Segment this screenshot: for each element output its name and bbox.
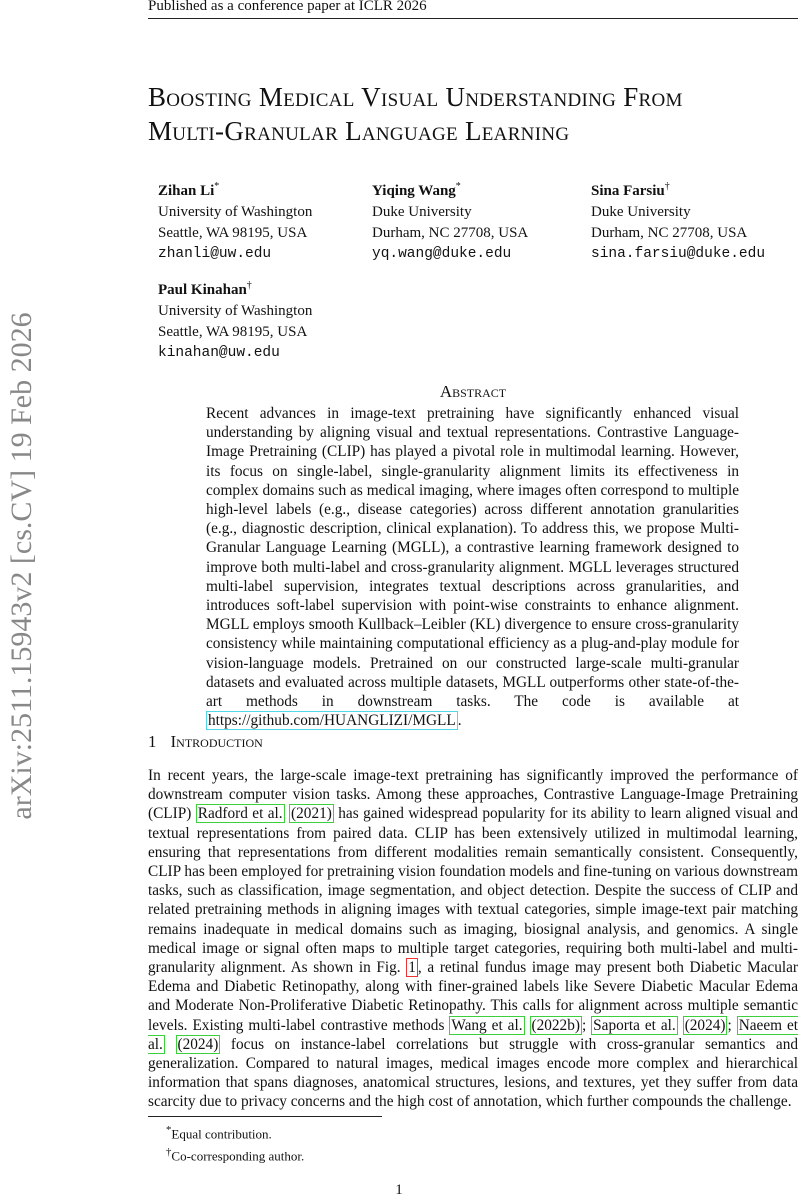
footnotes: [166, 1121, 304, 1166]
figure-ref-link[interactable]: 1: [408, 959, 416, 977]
author-block-3: [591, 176, 765, 265]
running-header: Published as a conference paper at ICLR 2026: [148, 0, 427, 14]
author-address: Seattle, WA 98195, USA: [158, 225, 308, 241]
page-number: 1: [395, 1182, 403, 1198]
author-affiliation: Duke University: [372, 204, 472, 220]
author-block-4: [158, 275, 312, 364]
author-name: Paul Kinahan†: [158, 280, 252, 298]
author-email[interactable]: zhanli@uw.edu: [158, 246, 272, 262]
author-affiliation: University of Washington: [158, 204, 313, 220]
author-email[interactable]: kinahan@uw.edu: [158, 345, 280, 361]
citation-link[interactable]: Radford et al.: [197, 805, 283, 823]
code-link[interactable]: https://github.com/HUANGLIZI/MGLL: [208, 712, 456, 730]
author-email[interactable]: yq.wang@duke.edu: [372, 246, 512, 262]
author-name: Yiqing Wang*: [372, 181, 461, 199]
paper-title: [148, 80, 798, 148]
intro-paragraph: In recent years, the large-scale image-text pretraining has significantly improved the performance of downstream computer vision tasks. Among these approaches, Contrastive Language-Image Pretraining (CLIP) Radford et al. (2021) has gained widespread popularity for its ability to learn aligned visual and textual representations from paired data. CLIP has been extensively utilized in multimodal learning, ensuring that representations from different modalities remain semantically consistent. Consequently, CLIP has been employed for pretraining vision foundation models and fine-tuning on various downstream tasks, such as classification, image segmentation, and object detection. Despite the success of CLIP and related pretraining methods in aligning images with textual categories, simple image-text pair matching remains inadequate in medical domains such as imaging, biosignal analysis, and genomics. A single medical image or signal often maps to multiple target categories, requiring both multi-label and multi-granularity alignment. As shown in Fig. 1 , a retinal fundus image may present both Diabetic Macular Edema and Diabetic Retinopathy, along with finer-grained labels like Severe Diabetic Macular Edema and Moderate Non-Proliferative Diabetic Retinopathy. This calls for alignment across multiple semantic levels. Existing multi-label contrastive methods Wang et al. (2022b) ; Saporta et al. (2024) ; Naeem et al. (2024) focus on instance-label correlations but struggle with cross-granular semantics and generalization. Compared to natural images, medical images encode more complex and hierarchical information that spans diagnoses, anatomical structures, lesions, and textures, yet they suffer from data scarcity due to privacy concerns and the high cost of annotation, which further compounds the challenge.: [148, 767, 798, 1111]
citation-year-link[interactable]: (2024): [684, 1016, 726, 1034]
section-heading: [148, 732, 263, 752]
title-line-2: Multi-Granular Language Learning: [148, 116, 570, 146]
author-address: Durham, NC 27708, USA: [591, 225, 748, 241]
citation-link[interactable]: Saporta et al.: [593, 1016, 676, 1034]
author-address: Durham, NC 27708, USA: [372, 225, 529, 241]
abstract-text: Recent advances in image-text pretraining have significantly enhanced visual understanding by aligning visual and textual representations. Contrastive Language-Image Pretraining (CLIP) has played a pivotal role in multimodal learning. However, its focus on single-label, single-granularity alignment limits its effectiveness in complex domains such as medical imaging, where images often correspond to multiple high-level labels (e.g., disease categories) across different annotation granularities (e.g., diagnostic description, clinical explanation). To address this, we propose Multi-Granular Language Learning (MGLL), a contrastive learning framework designed to improve both multi-label and cross-granularity alignment. MGLL leverages structured multi-label supervision, integrates textual descriptions across granularities, and introduces soft-label supervision with point-wise constraints to enhance alignment. MGLL employs smooth Kullback–Leibler (KL) divergence to ensure cross-granularity consistency while maintaining computational efficiency as a plug-and-play module for vision-language models. Pretrained on our constructed large-scale multi-granular datasets and evaluated across multiple datasets, MGLL outperforms other state-of-the-art methods in downstream tasks. The code is available at: [206, 405, 739, 711]
author-address: Seattle, WA 98195, USA: [158, 324, 308, 340]
citation-year-link[interactable]: (2022b): [531, 1016, 580, 1034]
abstract-heading: Abstract: [439, 382, 507, 401]
author-block-2: [372, 176, 528, 265]
footnote-1: *Equal contribution.: [166, 1124, 272, 1142]
arxiv-stamp: arXiv:2511.15943v2 [cs.CV] 19 Feb 2026: [5, 312, 38, 820]
author-email[interactable]: sina.farsiu@duke.edu: [591, 246, 766, 262]
author-name: Sina Farsiu†: [591, 181, 670, 199]
author-affiliation: Duke University: [591, 204, 691, 220]
section-title: Introduction: [170, 732, 263, 751]
header-rule: [148, 18, 798, 19]
author-block-1: [158, 176, 312, 265]
abstract-body: Recent advances in image-text pretraining have significantly enhanced visual understanding by aligning visual and textual representations. Contrastive Language-Image Pretraining (CLIP) has played a pivotal role in multimodal learning. However, its focus on single-label, single-granularity alignment limits its effectiveness in complex domains such as medical imaging, where images often correspond to multiple high-level labels (e.g., disease categories) across different annotation granularities (e.g., diagnostic description, clinical explanation). To address this, we propose Multi-Granular Language Learning (MGLL), a contrastive learning framework designed to improve both multi-label and cross-granularity alignment. MGLL leverages structured multi-label supervision, integrates textual descriptions across granularities, and introduces soft-label supervision with point-wise constraints to enhance alignment. MGLL employs smooth Kullback–Leibler (KL) divergence to ensure cross-granularity consistency while maintaining computational efficiency as a plug-and-play module for vision-language models. Pretrained on our constructed large-scale multi-granular datasets and evaluated across multiple datasets, MGLL outperforms other state-of-the-art methods in downstream tasks. The code is available at https://github.com/HUANGLIZI/MGLL .: [206, 405, 739, 730]
citation-year-link[interactable]: (2024): [177, 1035, 219, 1053]
citation-link[interactable]: Wang et al.: [451, 1016, 523, 1034]
author-name: Zihan Li*: [158, 181, 220, 199]
section-number: 1: [148, 732, 157, 751]
author-affiliation: University of Washington: [158, 303, 313, 319]
title-line-1: Boosting Medical Visual Understanding From: [148, 82, 683, 112]
footnote-2: †Co-corresponding author.: [166, 1146, 305, 1164]
citation-link[interactable]: Naeem et al.: [148, 1016, 798, 1053]
citation-year-link[interactable]: (2021): [291, 805, 332, 823]
footnote-rule: [148, 1116, 382, 1117]
